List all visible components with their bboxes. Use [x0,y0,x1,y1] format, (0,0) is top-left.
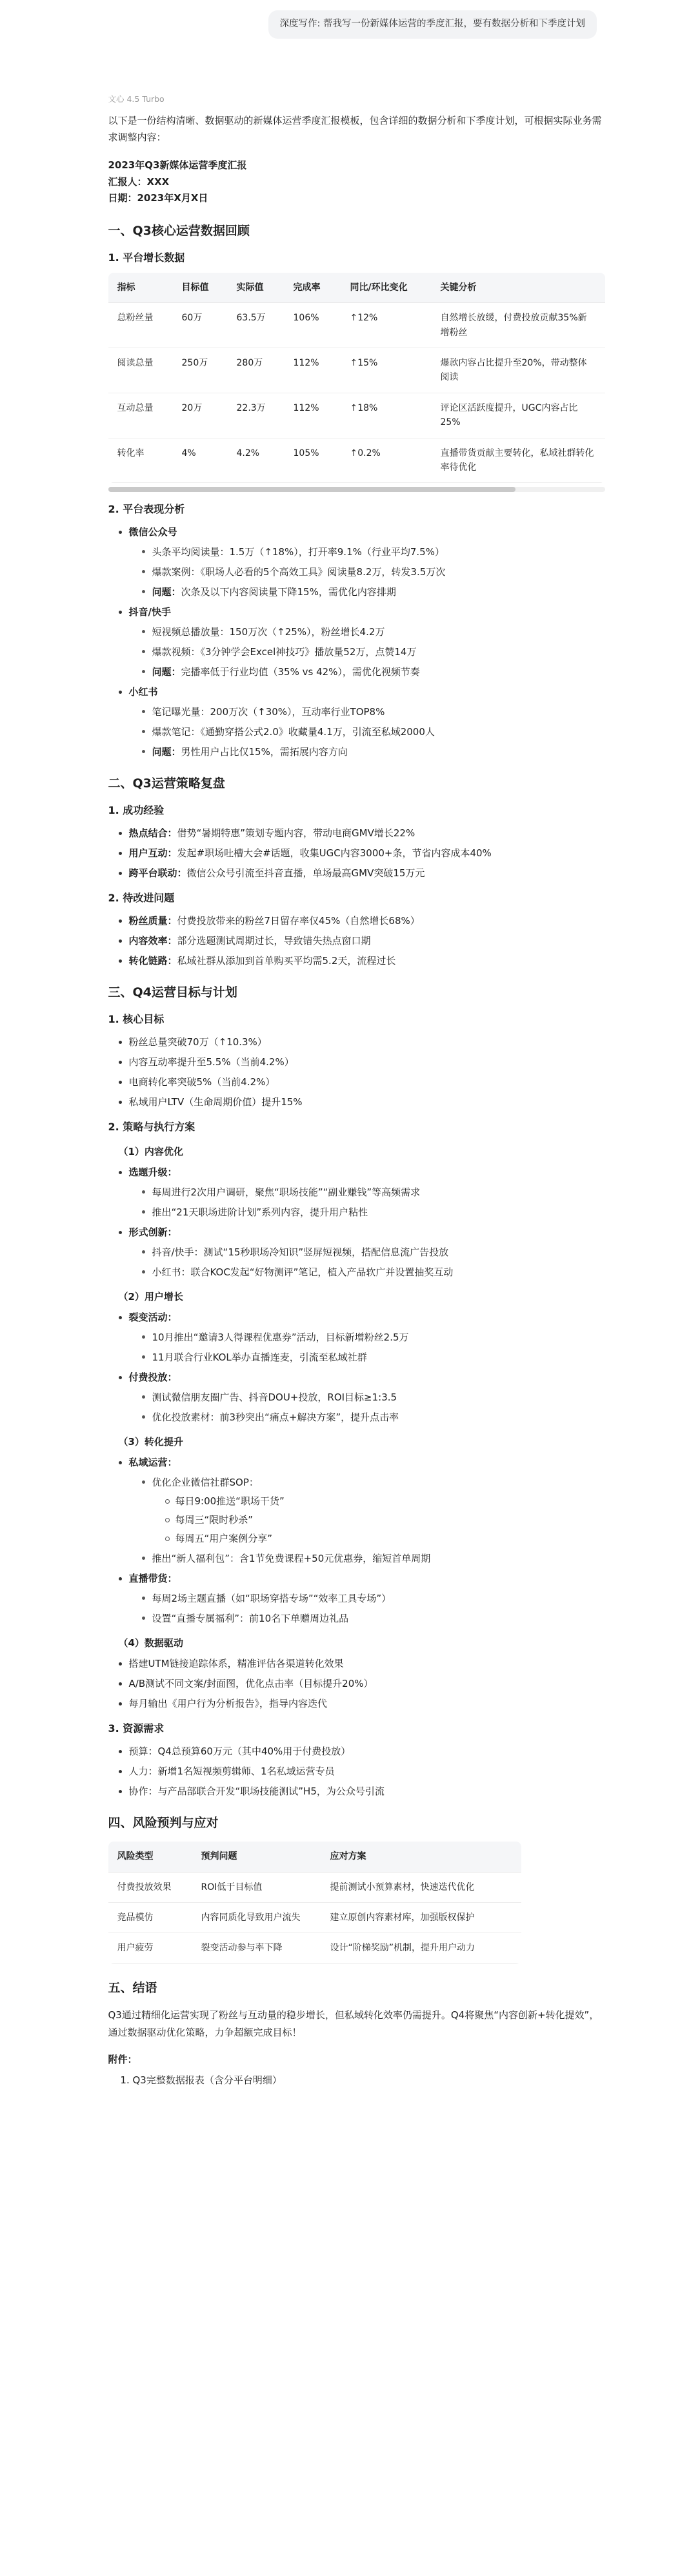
risk-col-header: 应对方案 [321,1842,521,1872]
appendix-list [108,2072,605,2088]
table-cell: ROI低于目标值 [192,1872,321,1902]
platform-item [119,684,605,760]
scrollbar-thumb[interactable] [108,487,515,492]
section-3-sub2: 2. 策略与执行方案 [108,1120,195,1133]
list-item [119,845,605,861]
growth-table-header-row [108,273,605,303]
conversion-plan-list [108,1455,605,1626]
table-row [108,1902,521,1932]
list-item: 电商转化率突破5%（当前4.2%） [119,1074,605,1090]
list-item-label: 内容效率： [128,934,177,947]
table-cell: 转化率 [108,438,173,483]
list-item-text: 爆款视频：《3分钟学会Excel神技巧》播放量52万，点赞14万 [152,646,417,658]
list-item: 1. Q3完整数据报表（含分平台明细） [133,2072,605,2088]
report-title: 2023年Q3新媒体运营季度汇报 [108,159,247,172]
table-cell: 自然增长放缓，付费投放贡献35%新增粉丝 [432,303,605,348]
table-cell: 竞品模仿 [108,1902,192,1932]
list-item: 私域用户LTV（生命周期价值）提升15% [119,1094,605,1110]
table-cell: 4% [173,438,228,483]
table-cell: 63.5万 [228,303,285,348]
list-item [142,744,605,760]
platform-list [108,524,605,760]
table-row [108,1933,521,1963]
risk-table [108,1842,521,1964]
table-cell: 付费投放效果 [108,1872,192,1902]
growth-col-header: 指标 [108,273,173,303]
list-item: 11月联合行业KOL举办直播连麦，引流至私域社群 [142,1350,605,1365]
risk-col-header: 预判问题 [192,1842,321,1872]
list-item-label: 选题升级： [128,1166,177,1179]
section-3-sub3: 3. 资源需求 [108,1722,165,1735]
platform-name: 抖音/快手 [128,606,171,618]
section-4-title: 四、风险预判与应对 [108,1815,219,1830]
list-item-text: 发起#职场吐槽大会#话题，收集UGC内容3000+条，节省内容成本40% [177,847,492,859]
success-list [108,825,605,881]
list-item: 测试微信朋友圈广告、抖音DOU+投放，ROI目标≥1:3.5 [142,1390,605,1405]
list-item: 推出“新人福利包”：含1节免费课程+50元优惠券，缩短首单周期 [142,1551,605,1566]
list-item-text: 优化企业微信社群SOP： [152,1477,259,1489]
list-item: 每月输出《用户行为分析报告》，指导内容迭代 [119,1696,605,1711]
list-item: 推出“21天职场进阶计划”系列内容，提升用户粘性 [142,1204,605,1220]
table-row [108,303,605,348]
risk-col-header: 风险类型 [108,1842,192,1872]
list-item: 搭建UTM链接追踪体系，精准评估各渠道转化效果 [119,1656,605,1671]
list-item-label: 私域运营： [128,1457,177,1469]
list-item-text: 笔记曝光量：200万次（↑30%），互动率行业TOP8% [152,706,385,718]
table-row [108,438,605,483]
table-cell: 22.3万 [228,393,285,438]
growth-plan-list [108,1310,605,1425]
table-cell: 设计“阶梯奖励”机制，提升用户动力 [321,1933,521,1963]
appendix-label: 附件： [108,2054,137,2066]
growth-col-header: 同比/环比变化 [341,273,432,303]
list-item: 内容互动率提升至5.5%（当前4.2%） [119,1054,605,1070]
section-2-sub2: 2. 待改进问题 [108,892,175,904]
table-row [108,1872,521,1902]
list-item [119,953,605,968]
list-item: 每周五“用户案例分享” [165,1531,605,1546]
table-cell: ↑0.2% [341,438,432,483]
list-item-label: 热点结合： [128,827,177,839]
table-cell: ↑12% [341,303,432,348]
list-item: A/B测试不同文案/封面图，优化点击率（目标提升20%） [119,1676,605,1691]
list-item: 每日9:00推送“职场干货” [165,1493,605,1509]
user-message-row [0,0,700,39]
list-item: 10月推出“邀请3人得课程优惠券”活动，目标新增粉丝2.5万 [142,1330,605,1345]
plan-conversion-title: （3）转化提升 [118,1436,183,1448]
list-item-label: 用户互动： [128,847,177,859]
list-item: 小红书：联合KOC发起“好物测评”笔记，植入产品软广并设置抽奖互动 [142,1264,605,1280]
goals-list [108,1034,605,1110]
list-item-text: 男性用户占比仅15%，需拓展内容方向 [181,746,348,758]
list-item [119,825,605,841]
list-item-text: 爆款笔记：《通勤穿搭公式2.0》收藏量4.1万，引流至私域2000人 [152,726,435,738]
list-item [119,1571,605,1626]
list-item-text: 微信公众号引流至抖音直播，单场最高GMV突破15万元 [186,867,425,879]
list-item-label: 裂变活动： [128,1312,177,1324]
table-cell: 105% [285,438,341,483]
list-item-label: 直播带货： [128,1573,177,1585]
list-item [142,644,605,660]
list-item-text: 短视频总播放量：150万次（↑25%），粉丝增长4.2万 [152,626,385,638]
content-plan-list [108,1165,605,1280]
list-item [142,564,605,580]
table-cell: 60万 [173,303,228,348]
list-item [119,933,605,949]
report-date: 日期：2023年X月X日 [108,192,208,204]
list-item: 优化投放素材：前3秒突出“痛点+解决方案”，提升点击率 [142,1410,605,1425]
table-cell: 建立原创内容素材库，加强版权保护 [321,1902,521,1932]
list-item: 协作：与产品部联合开发“职场技能测试”H5，为公众号引流 [119,1784,605,1799]
list-item [142,724,605,740]
table-cell: 280万 [228,348,285,393]
table-cell: 106% [285,303,341,348]
table-cell: 提前测试小预算素材，快速迭代优化 [321,1872,521,1902]
table-cell: 阅读总量 [108,348,173,393]
section-2-title: 二、Q3运营策略复盘 [108,776,225,791]
model-tag: 文心 4.5 Turbo [108,93,165,104]
list-item [119,1224,605,1280]
plan-content-title: （1）内容优化 [118,1146,183,1158]
table-cell: 爆款内容占比提升至20%，带动整体阅读 [432,348,605,393]
list-item-label: 粉丝质量： [128,914,177,927]
list-item [119,913,605,929]
list-item-label: 转化链路： [128,954,177,967]
table-cell: 评论区活跃度提升，UGC内容占比25% [432,393,605,438]
table-row [108,348,605,393]
growth-col-header: 实际值 [228,273,285,303]
list-item: 预算：Q4总预算60万元（其中40%用于付费投放） [119,1744,605,1759]
platform-name: 微信公众号 [128,526,177,538]
section-1-sub1: 1. 平台增长数据 [108,251,185,264]
growth-col-header: 完成率 [285,273,341,303]
section-2-sub1: 1. 成功经验 [108,804,165,817]
list-item-text: 爆款案例：《职场人必看的5个高效工具》阅读量8.2万，转发3.5万次 [152,566,446,578]
section-1-sub2: 2. 平台表现分析 [108,503,185,516]
table-cell: 用户疲劳 [108,1933,192,1963]
table-cell: 112% [285,393,341,438]
list-item [119,1370,605,1425]
table-cell: ↑18% [341,393,432,438]
list-item-label: 付费投放： [128,1372,177,1384]
list-item: 粉丝总量突破70万（↑10.3%） [119,1034,605,1050]
list-item [142,704,605,720]
list-item: 每周三“限时秒杀” [165,1512,605,1528]
intro-text: 以下是一份结构清晰、数据驱动的新媒体运营季度汇报模板，包含详细的数据分析和下季度计划，可根据实际业务需求调整内容： [108,114,602,144]
plan-data-title: （4）数据驱动 [118,1637,183,1649]
list-item [142,584,605,600]
table-horizontal-scrollbar[interactable] [108,487,605,492]
risk-table-header-row [108,1842,521,1872]
table-cell: 250万 [173,348,228,393]
list-item: 每周进行2次用户调研，聚焦“职场技能”“副业赚钱”等高频需求 [142,1185,605,1200]
list-item [119,1455,605,1566]
list-item [119,865,605,881]
list-item-label: 跨平台联动： [128,867,187,879]
platform-name: 小红书 [128,686,158,698]
section-3-sub1: 1. 核心目标 [108,1012,165,1025]
user-message-bubble: 深度写作: 帮我写一份新媒体运营的季度汇报，要有数据分析和下季度计划 [268,10,597,39]
growth-table-wrap [108,273,605,484]
table-cell: 内容同质化导致用户流失 [192,1902,321,1932]
growth-table [108,273,605,484]
list-item [142,544,605,560]
conclusion-text: Q3通过精细化运营实现了粉丝与互动量的稳步增长，但私域转化效率仍需提升。Q4将聚焦“内容创新+转化提效”，通过数据驱动优化策略，力争超额完成目标！ [108,2009,599,2039]
list-item: 每周2场主题直播（如“职场穿搭专场”“效率工具专场”） [142,1591,605,1606]
list-item [142,664,605,680]
list-item-label: 问题： [152,586,181,598]
risk-table-wrap [108,1842,521,1964]
list-item-text: 借势“暑期特惠”策划专题内容，带动电商GMV增长22% [177,827,415,839]
growth-col-header: 关键分析 [432,273,605,303]
plan-growth-title: （2）用户增长 [118,1291,183,1303]
section-1-title: 一、Q3核心运营数据回顾 [108,223,250,238]
list-item [142,1475,605,1546]
list-item-text: 完播率低于行业均值（35% vs 42%），需优化视频节奏 [181,666,420,678]
assistant-answer [95,39,605,2098]
list-item-label: 形式创新： [128,1226,177,1239]
table-cell: 112% [285,348,341,393]
list-item [142,624,605,640]
report-reporter: 汇报人：XXX [108,175,170,188]
list-item [119,1165,605,1220]
table-cell: 互动总量 [108,393,173,438]
list-item-text: 私域社群从添加到首单购买平均需5.2天，流程过长 [177,954,396,967]
growth-col-header: 目标值 [173,273,228,303]
table-cell: 裂变活动参与率下降 [192,1933,321,1963]
section-5-title: 五、结语 [108,1980,157,1995]
list-item [119,1310,605,1365]
list-item: 人力：新增1名短视频剪辑师、1名私域运营专员 [119,1764,605,1779]
list-item-text: 次条及以下内容阅读量下降15%，需优化内容排期 [181,586,396,598]
list-item-text: 部分选题测试周期过长，导致错失热点窗口期 [177,934,371,947]
table-cell: 4.2% [228,438,285,483]
list-item-text: 付费投放带来的粉丝7日留存率仅45%（自然增长68%） [177,914,420,927]
report-meta [108,157,605,207]
list-item-label: 问题： [152,746,181,758]
list-item-text: 头条平均阅读量：1.5万（↑18%），打开率9.1%（行业平均7.5%） [152,546,445,558]
platform-item [119,524,605,600]
section-3-title: 三、Q4运营目标与计划 [108,985,237,999]
table-cell: 20万 [173,393,228,438]
table-cell: 总粉丝量 [108,303,173,348]
data-plan-list [108,1656,605,1711]
list-item: 设置“直播专属福利”：前10名下单赠周边礼品 [142,1611,605,1626]
table-row [108,393,605,438]
list-item-label: 问题： [152,666,181,678]
platform-item [119,604,605,680]
table-cell: 直播带货贡献主要转化，私域社群转化率待优化 [432,438,605,483]
table-cell: ↑15% [341,348,432,393]
resources-list [108,1744,605,1799]
issues-list [108,913,605,968]
list-item: 抖音/快手：测试“15秒职场冷知识”竖屏短视频，搭配信息流广告投放 [142,1244,605,1260]
